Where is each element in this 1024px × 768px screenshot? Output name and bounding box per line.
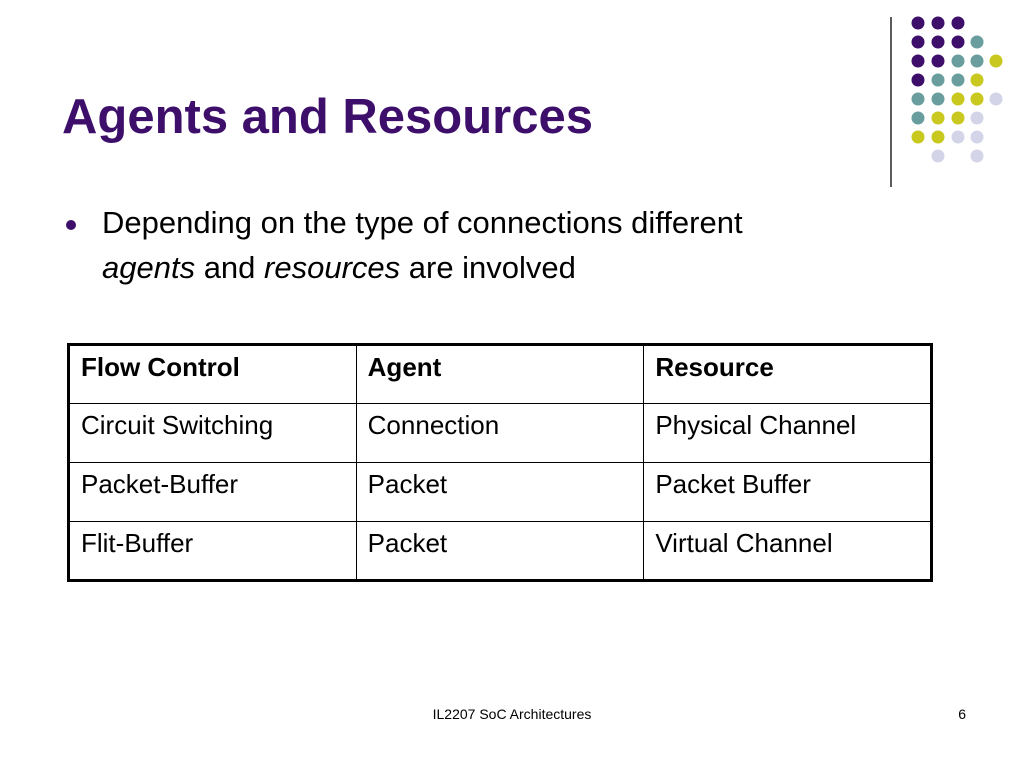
decor-dot: [932, 112, 945, 125]
table-header-cell: Agent: [356, 345, 644, 404]
table-cell: Virtual Channel: [644, 522, 932, 581]
decor-dot: [971, 36, 984, 49]
decor-dot: [952, 131, 965, 144]
table-cell: Connection: [356, 404, 644, 463]
bullet-text-mid: and: [195, 250, 265, 285]
bullet-text: [102, 200, 902, 290]
table-row: [69, 404, 932, 463]
table-cell: Circuit Switching: [69, 404, 357, 463]
decor-dot: [912, 131, 925, 144]
bullet-italic-resources: resources: [264, 250, 401, 285]
decor-dot: [932, 17, 945, 30]
table-header-cell: Resource: [644, 345, 932, 404]
table-cell: Packet-Buffer: [69, 463, 357, 522]
table-cell: Packet: [356, 522, 644, 581]
decor-dot: [912, 112, 925, 125]
decor-dot: [990, 93, 1003, 106]
bullet-text-start: Depending on the type of connections different: [102, 205, 743, 240]
flow-control-table: [67, 343, 933, 582]
slide-title: Agents and Resources: [62, 90, 593, 144]
decor-dot: [912, 17, 925, 30]
decor-dot: [971, 112, 984, 125]
bullet-italic-agents: agents: [102, 250, 196, 285]
decor-dot: [971, 55, 984, 68]
bullet-icon: [66, 220, 76, 230]
decor-dot: [952, 36, 965, 49]
decor-dot: [932, 93, 945, 106]
decor-dot: [932, 36, 945, 49]
table-cell: Physical Channel: [644, 404, 932, 463]
page-number: 6: [958, 706, 966, 722]
table-header-row: [69, 345, 932, 404]
table-cell: Flit-Buffer: [69, 522, 357, 581]
decor-dot: [952, 55, 965, 68]
decor-dot: [971, 93, 984, 106]
bullet-text-end: are involved: [400, 250, 576, 285]
decor-dot: [952, 17, 965, 30]
decor-dot: [912, 74, 925, 87]
decor-dot: [912, 93, 925, 106]
decor-dot: [932, 131, 945, 144]
decor-dot: [912, 55, 925, 68]
table-row: [69, 522, 932, 581]
table-row: [69, 463, 932, 522]
table-header-cell: Flow Control: [69, 345, 357, 404]
decor-dot: [912, 36, 925, 49]
footer-course-name: IL2207 SoC Architectures: [432, 706, 592, 722]
decor-dot: [971, 150, 984, 163]
decor-dot: [932, 55, 945, 68]
table-cell: Packet Buffer: [644, 463, 932, 522]
decor-dot: [932, 150, 945, 163]
decor-dot: [952, 74, 965, 87]
decor-dot: [932, 74, 945, 87]
decor-dot: [971, 74, 984, 87]
header-divider-line: [890, 17, 892, 187]
decor-dot: [952, 93, 965, 106]
decor-dot: [990, 55, 1003, 68]
table-cell: Packet: [356, 463, 644, 522]
decor-dot: [971, 131, 984, 144]
decor-dot: [952, 112, 965, 125]
